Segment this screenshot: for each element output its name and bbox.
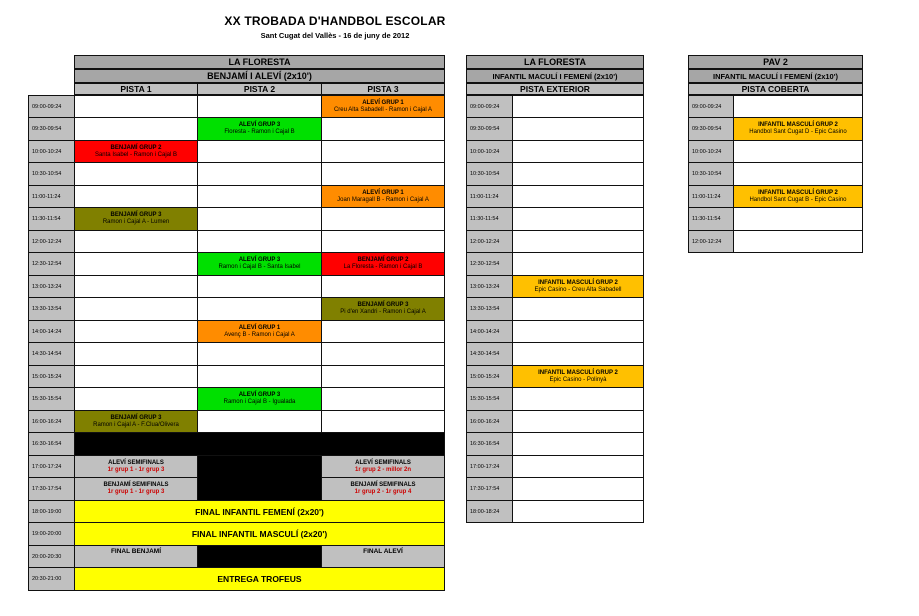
match-cell[interactable]: [197, 117, 322, 141]
venue3-category: INFANTIL MACULÍ I FEMENÍ (2x10'): [688, 69, 863, 83]
time-cell: 20:30-21:00: [28, 567, 75, 591]
match-cell[interactable]: [74, 140, 198, 163]
match-teams: Epic Casino - Polinyà: [549, 376, 607, 383]
empty-slot: [321, 117, 445, 141]
break-row: [74, 432, 445, 456]
match-cell[interactable]: [197, 252, 322, 276]
match-title: ALEVÍ GRUP 1: [362, 99, 404, 106]
match-title: INFANTIL MASCULÍ GRUP 2: [538, 369, 618, 376]
empty-slot: [197, 275, 322, 298]
time-cell: 11:30-11:54: [688, 207, 734, 231]
time-cell: 17:30-17:54: [28, 477, 75, 501]
time-cell: 17:00-17:24: [28, 455, 75, 478]
time-cell: 09:30-09:54: [466, 117, 513, 141]
time-cell: 18:00-18:24: [466, 500, 513, 523]
empty-slot: [512, 320, 644, 343]
empty-slot: [512, 185, 644, 208]
empty-slot: [512, 140, 644, 163]
blocked-slot: [197, 455, 322, 501]
time-cell: 10:30-10:54: [688, 162, 734, 186]
time-cell: 11:30-11:54: [28, 207, 75, 231]
final-benjami[interactable]: FINAL BENJAMÍ: [74, 545, 198, 568]
match-teams: Epic Casino - Creu Alta Sabadell: [534, 286, 622, 293]
empty-slot: [512, 95, 644, 118]
pista-exterior-header: PISTA EXTERIOR: [466, 83, 644, 95]
time-cell: 09:00-09:24: [28, 95, 75, 118]
empty-slot: [197, 342, 322, 366]
empty-slot: [321, 342, 445, 366]
empty-slot: [197, 140, 322, 163]
empty-slot: [197, 95, 322, 118]
venue1-category: BENJAMÍ I ALEVÍ (2x10'): [74, 69, 445, 83]
empty-slot: [74, 162, 198, 186]
match-teams: Avenç B - Ramon i Cajal A: [224, 331, 295, 338]
match-title: BENJAMÍ GRUP 3: [110, 212, 162, 219]
empty-slot: [512, 162, 644, 186]
match-cell[interactable]: [321, 297, 445, 321]
pista-coberta-header: PISTA COBERTA: [688, 83, 863, 95]
match-teams: Ramon i Cajal B - Santa Isabel: [218, 264, 301, 270]
time-cell: 20:00-20:30: [28, 545, 75, 568]
match-teams: 1r grup 2 - 1r grup 4: [354, 489, 412, 495]
time-cell: 10:30-10:54: [28, 162, 75, 186]
match-teams: 1r grup 1 - 1r grup 3: [107, 489, 165, 495]
empty-slot: [321, 410, 445, 433]
blocked-slot: [197, 545, 322, 568]
time-cell: 16:30-16:54: [28, 432, 75, 456]
semifinal-cell[interactable]: [321, 477, 445, 501]
match-title: ALEVÍ GRUP 3: [238, 122, 281, 129]
pista-1-header: PISTA 1: [74, 83, 198, 95]
match-title: ALEVÍ SEMIFINALS: [355, 459, 411, 466]
time-cell: 15:30-15:54: [28, 387, 75, 411]
time-cell: 12:30-12:54: [28, 252, 75, 276]
empty-slot: [74, 230, 198, 253]
empty-slot: [321, 387, 445, 411]
match-cell[interactable]: [512, 275, 644, 298]
empty-slot: [74, 387, 198, 411]
venue2-category: INFANTIL MACULÍ I FEMENÍ (2x10'): [466, 69, 644, 83]
semifinal-cell[interactable]: [74, 455, 198, 478]
time-cell: 09:00-09:24: [466, 95, 513, 118]
match-title: ALEVÍ GRUP 3: [238, 392, 281, 399]
match-cell[interactable]: [321, 185, 445, 208]
time-cell: 17:30-17:54: [466, 477, 513, 501]
empty-slot: [74, 185, 198, 208]
match-teams: Creu Alta Sabadell - Ramon i Cajal A: [333, 106, 433, 113]
match-title: INFANTIL MASCULÍ GRUP 2: [758, 122, 838, 129]
time-cell: 13:30-13:54: [466, 297, 513, 321]
time-cell: 14:00-14:24: [466, 320, 513, 343]
match-teams: 1r grup 1 - 1r grup 3: [107, 466, 165, 473]
pista-3-header: PISTA 3: [321, 83, 445, 95]
match-teams: Handbol Sant Cugat D - Epic Casino: [749, 129, 847, 135]
empty-slot: [733, 140, 863, 163]
match-cell[interactable]: [512, 365, 644, 388]
empty-slot: [512, 252, 644, 276]
match-cell[interactable]: [74, 410, 198, 433]
time-cell: 14:30-14:54: [466, 342, 513, 366]
final-masculi[interactable]: FINAL INFANTIL MASCULÍ (2x20'): [74, 522, 445, 546]
match-cell[interactable]: [733, 185, 863, 208]
match-teams: Pi d'en Xandri - Ramon i Cajal A: [340, 309, 426, 315]
empty-slot: [197, 365, 322, 388]
time-cell: 09:30-09:54: [28, 117, 75, 141]
time-cell: 11:30-11:54: [466, 207, 513, 231]
empty-slot: [321, 275, 445, 298]
empty-slot: [74, 275, 198, 298]
time-cell: 15:30-15:54: [466, 387, 513, 411]
venue1-name: LA FLORESTA: [74, 55, 445, 69]
empty-slot: [74, 297, 198, 321]
empty-slot: [74, 117, 198, 141]
time-cell: 12:30-12:54: [466, 252, 513, 276]
final-femeni[interactable]: FINAL INFANTIL FEMENÍ (2x20'): [74, 500, 445, 523]
empty-slot: [512, 387, 644, 411]
time-cell: 13:00-13:24: [28, 275, 75, 298]
page-title: XX TROBADA D'HANDBOL ESCOLAR: [224, 14, 446, 28]
empty-slot: [733, 230, 863, 253]
empty-slot: [74, 342, 198, 366]
match-title: ALEVÍ GRUP 1: [362, 189, 404, 196]
match-teams: Ramon i Cajal A - F.Clua/Olivera: [93, 421, 179, 428]
empty-slot: [197, 297, 322, 321]
empty-slot: [512, 477, 644, 501]
empty-slot: [74, 252, 198, 276]
time-cell: 19:00-20:00: [28, 522, 75, 546]
semifinal-cell[interactable]: [321, 455, 445, 478]
match-title: BENJAMÍ GRUP 2: [110, 144, 162, 151]
time-cell: 10:30-10:54: [466, 162, 513, 186]
venue3-name: PAV 2: [688, 55, 863, 69]
match-teams: 1r grup 2 - millor 2n: [354, 466, 411, 473]
empty-slot: [197, 410, 322, 433]
empty-slot: [197, 185, 322, 208]
time-cell: 16:00-16:24: [466, 410, 513, 433]
empty-slot: [197, 207, 322, 231]
time-cell: 12:00-12:24: [466, 230, 513, 253]
match-title: ALEVÍ SEMIFINALS: [108, 459, 164, 466]
empty-slot: [321, 365, 445, 388]
time-cell: 12:00-12:24: [28, 230, 75, 253]
match-teams: La Floresta - Ramon i Cajal B: [343, 264, 423, 270]
time-cell: 10:00-10:24: [466, 140, 513, 163]
time-cell: 15:00-15:24: [28, 365, 75, 388]
match-cell[interactable]: [321, 95, 445, 118]
match-title: INFANTIL MASCULÍ GRUP 2: [758, 189, 838, 196]
empty-slot: [512, 297, 644, 321]
match-title: BENJAMÍ GRUP 3: [357, 302, 409, 309]
empty-slot: [512, 207, 644, 231]
empty-slot: [512, 230, 644, 253]
empty-slot: [74, 320, 198, 343]
match-cell[interactable]: [74, 207, 198, 231]
empty-slot: [733, 162, 863, 186]
empty-slot: [512, 432, 644, 456]
final-alevi[interactable]: FINAL ALEVÍ: [321, 545, 445, 568]
match-cell[interactable]: [197, 320, 322, 343]
empty-slot: [197, 230, 322, 253]
venue2-name: LA FLORESTA: [466, 55, 644, 69]
time-cell: 10:00-10:24: [28, 140, 75, 163]
empty-slot: [321, 320, 445, 343]
match-cell[interactable]: [321, 252, 445, 276]
time-cell: 09:30-09:54: [688, 117, 734, 141]
match-title: BENJAMÍ SEMIFINALS: [350, 482, 416, 489]
empty-slot: [321, 230, 445, 253]
empty-slot: [512, 500, 644, 523]
time-cell: 15:00-15:24: [466, 365, 513, 388]
time-cell: 16:00-16:24: [28, 410, 75, 433]
empty-slot: [512, 342, 644, 366]
match-title: BENJAMÍ GRUP 3: [110, 414, 162, 421]
time-cell: 14:30-14:54: [28, 342, 75, 366]
time-cell: 11:00-11:24: [466, 185, 513, 208]
time-cell: 14:00-14:24: [28, 320, 75, 343]
time-cell: 10:00-10:24: [688, 140, 734, 163]
match-cell[interactable]: [197, 387, 322, 411]
match-title: ALEVÍ GRUP 3: [238, 257, 281, 264]
trophy-ceremony[interactable]: ENTREGA TROFEUS: [74, 567, 445, 591]
empty-slot: [733, 95, 863, 118]
semifinal-cell[interactable]: [74, 477, 198, 501]
empty-slot: [512, 410, 644, 433]
match-teams: Floresta - Ramon i Cajal B: [224, 129, 295, 135]
time-cell: 13:00-13:24: [466, 275, 513, 298]
time-cell: 09:00-09:24: [688, 95, 734, 118]
match-cell[interactable]: [733, 117, 863, 141]
match-title: BENJAMÍ GRUP 2: [357, 257, 409, 264]
time-cell: 12:00-12:24: [688, 230, 734, 253]
empty-slot: [512, 117, 644, 141]
pista-2-header: PISTA 2: [197, 83, 322, 95]
time-cell: 11:00-11:24: [28, 185, 75, 208]
empty-slot: [512, 455, 644, 478]
empty-slot: [733, 207, 863, 231]
match-teams: Ramon i Cajal A - Lumen: [102, 219, 170, 225]
empty-slot: [74, 365, 198, 388]
time-cell: 13:30-13:54: [28, 297, 75, 321]
empty-slot: [74, 95, 198, 118]
match-teams: Handbol Sant Cugat B - Epic Casino: [749, 196, 847, 203]
time-cell: 16:30-16:54: [466, 432, 513, 456]
match-title: ALEVÍ GRUP 1: [238, 324, 281, 331]
time-cell: 17:00-17:24: [466, 455, 513, 478]
match-teams: Joan Maragall B - Ramon i Cajal A: [337, 196, 429, 203]
match-teams: Ramon i Cajal B - Igualada: [223, 399, 296, 405]
match-title: INFANTIL MASCULÍ GRUP 2: [538, 279, 618, 286]
time-cell: 11:00-11:24: [688, 185, 734, 208]
page-subtitle: Sant Cugat del Vallès - 16 de juny de 2012: [260, 31, 410, 40]
empty-slot: [197, 162, 322, 186]
match-title: BENJAMÍ SEMIFINALS: [103, 482, 169, 489]
match-teams: Santa Isabel - Ramon i Cajal B: [94, 151, 178, 158]
time-cell: 18:00-19:00: [28, 500, 75, 523]
empty-slot: [321, 162, 445, 186]
empty-slot: [321, 207, 445, 231]
empty-slot: [321, 140, 445, 163]
